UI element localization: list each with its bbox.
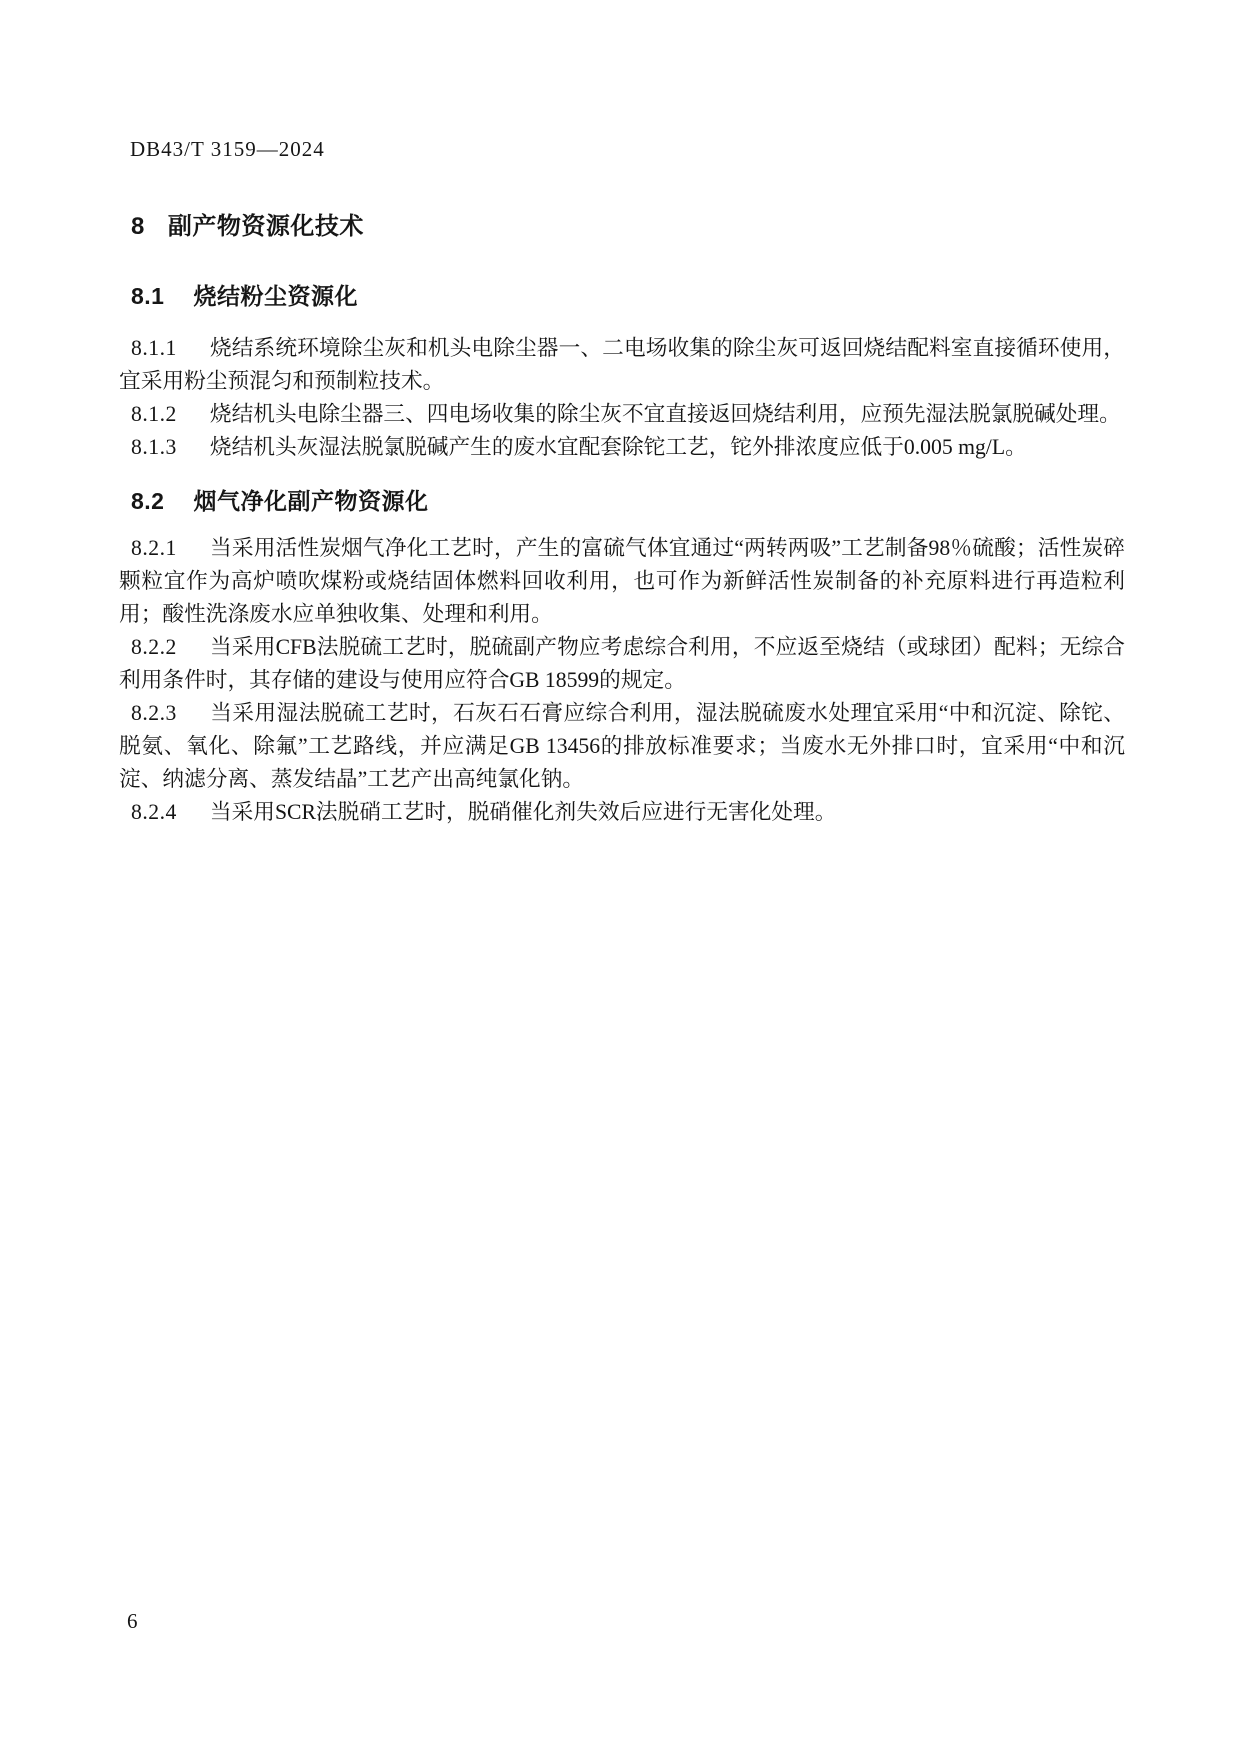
clause-number: 8.2.4 <box>131 800 177 824</box>
clause-text: 当采用活性炭烟气净化工艺时，产生的富硫气体宜通过“两转两吸”工艺制备98％硫酸；活性炭碎颗粒宜作为高炉喷吹煤粉或烧结固体燃料回收利用，也可作为新鲜活性炭制备的补充原料进行再造粒利用；酸性洗涤废水应单独收集、处理和利用。 <box>119 536 1125 626</box>
chapter-title: 副产物资源化技术 <box>167 213 364 240</box>
clause-number: 8.2.3 <box>131 701 177 725</box>
clause-text: 烧结机头灰湿法脱氯脱碱产生的废水宜配套除铊工艺，铊外排浓度应低于0.005 mg/L。 <box>209 435 1027 459</box>
clause-number: 8.2.2 <box>131 635 177 659</box>
chapter-number: 8 <box>131 213 145 240</box>
section-title: 烧结粉尘资源化 <box>193 283 358 309</box>
section-heading <box>119 281 1125 311</box>
clause-text: 当采用SCR法脱硝工艺时，脱硝催化剂失效后应进行无害化处理。 <box>209 800 837 824</box>
clause-8-1-1 <box>119 332 1125 398</box>
clause-text: 当采用CFB法脱硫工艺时，脱硫副产物应考虑综合利用，不应返至烧结（或球团）配料；无综合利用条件时，其存储的建设与使用应符合GB 18599的规定。 <box>119 635 1125 692</box>
section-number: 8.1 <box>131 283 165 309</box>
page-number: 6 <box>127 1609 138 1633</box>
clause-number: 8.2.1 <box>131 536 177 560</box>
section-heading <box>119 486 1125 516</box>
clause-8-2-1 <box>119 532 1125 631</box>
clause-number: 8.1.1 <box>131 336 177 360</box>
clause-number: 8.1.3 <box>131 435 177 459</box>
section-8-2 <box>119 486 1125 829</box>
clause-8-2-4 <box>119 796 1125 829</box>
section-number: 8.2 <box>131 488 165 514</box>
chapter-heading <box>119 212 1125 242</box>
clause-8-2-3 <box>119 697 1125 796</box>
clause-text: 烧结系统环境除尘灰和机头电除尘器一、二电场收集的除尘灰可返回烧结配料室直接循环使用，宜采用粉尘预混匀和预制粒技术。 <box>119 336 1125 393</box>
page-content <box>119 0 1125 829</box>
clause-8-2-2 <box>119 631 1125 697</box>
clause-text: 当采用湿法脱硫工艺时，石灰石石膏应综合利用，湿法脱硫废水处理宜采用“中和沉淀、除铊、脱氨、氧化、除氟”工艺路线，并应满足GB 13456的排放标准要求；当废水无外排口时，宜采用“中和沉淀、纳滤分离、蒸发结晶”工艺产出高纯氯化钠。 <box>119 701 1125 791</box>
clause-8-1-3 <box>119 431 1125 464</box>
standard-code-header: DB43/T 3159—2024 <box>130 137 325 161</box>
clause-number: 8.1.2 <box>131 402 177 426</box>
section-8-1 <box>119 281 1125 464</box>
clause-text: 烧结机头电除尘器三、四电场收集的除尘灰不宜直接返回烧结利用，应预先湿法脱氯脱碱处理。 <box>209 402 1121 426</box>
section-title: 烟气净化副产物资源化 <box>193 488 429 514</box>
clause-8-1-2 <box>119 398 1125 431</box>
